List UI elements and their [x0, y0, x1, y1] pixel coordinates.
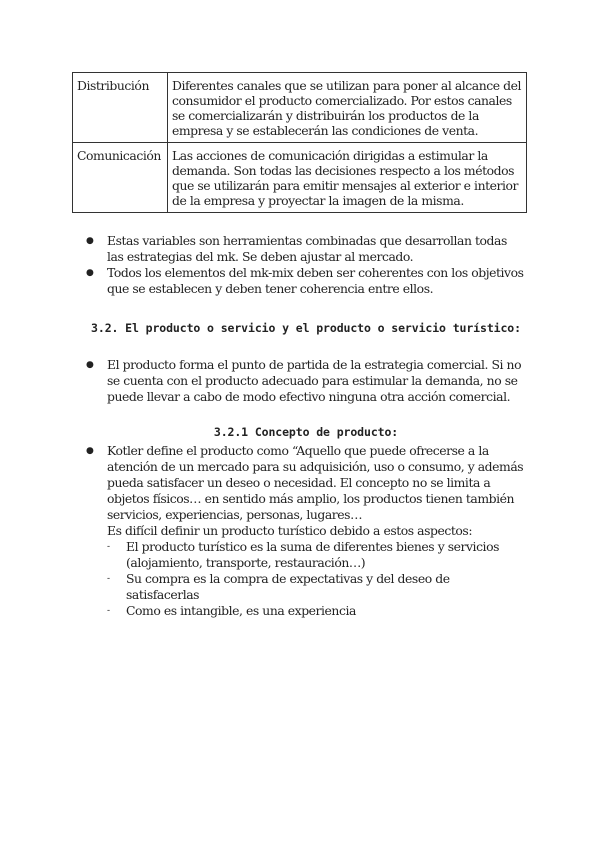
list-item: ● Todos los elementos del mk-mix deben ser coherentes con los objetivos que se establecen y deben tener coherencia entre ellos. — [86, 265, 526, 297]
marketing-mix-table — [72, 72, 527, 213]
list-item: - El producto turístico es la suma de diferentes bienes y servicios (alojamiento, transporte, restauración…) — [107, 539, 526, 571]
table-term-cell: Distribución — [73, 73, 168, 143]
table-row — [73, 143, 527, 213]
intro-bullet-list — [86, 233, 526, 297]
list-item: ● Kotler define el producto como “Aquello que puede ofrecerse a la atención de un mercado para su adquisición, uso o consumo, y además pueda satisfacer un deseo o necesidad. El concepto no se limita a objetos físicos… en sentido más amplio, los productos tienen también servicios, experiencias, personas, lugares… — [86, 443, 526, 523]
section-3-2-1-bullet-list — [86, 443, 526, 523]
section-3-2-bullet-list — [86, 357, 526, 405]
section-3-2-1-body — [86, 443, 526, 619]
section-heading-3-2: 3.2. El producto o servicio y el producto o servicio turístico: — [91, 321, 521, 335]
list-item: - Su compra es la compra de expectativas y del deseo de satisfacerlas — [107, 571, 526, 603]
followup-text: Es difícil definir un producto turístico debido a estos aspectos: — [107, 523, 473, 538]
list-item: ● El producto forma el punto de partida de la estrategia comercial. Si no se cuenta con el producto adecuado para estimular la demanda, no se puede llevar a cabo de modo efectivo ninguna otra acción comercial. — [86, 357, 526, 405]
list-item: - Como es intangible, es una experiencia — [107, 603, 526, 619]
section-heading-3-2-1: 3.2.1 Concepto de producto: — [213, 425, 399, 439]
aspects-dash-list — [86, 539, 526, 619]
table-description-cell: Diferentes canales que se utilizan para poner al alcance del consumidor el producto comercializado. Por estos canales se comercializarán y distribuirán los productos de la empresa y se establecerán las condiciones de venta. — [168, 73, 527, 143]
table-description-cell: Las acciones de comunicación dirigidas a estimular la demanda. Son todas las decisiones respecto a los métodos que se utilizarán para emitir mensajes al exterior e interior de la empresa y proyectar la imagen de la misma. — [168, 143, 527, 213]
table-row — [73, 73, 527, 143]
list-item: ● Estas variables son herramientas combinadas que desarrollan todas las estrategias del mk. Se deben ajustar al mercado. — [86, 233, 526, 265]
table-term-cell: Comunicación — [73, 143, 168, 213]
